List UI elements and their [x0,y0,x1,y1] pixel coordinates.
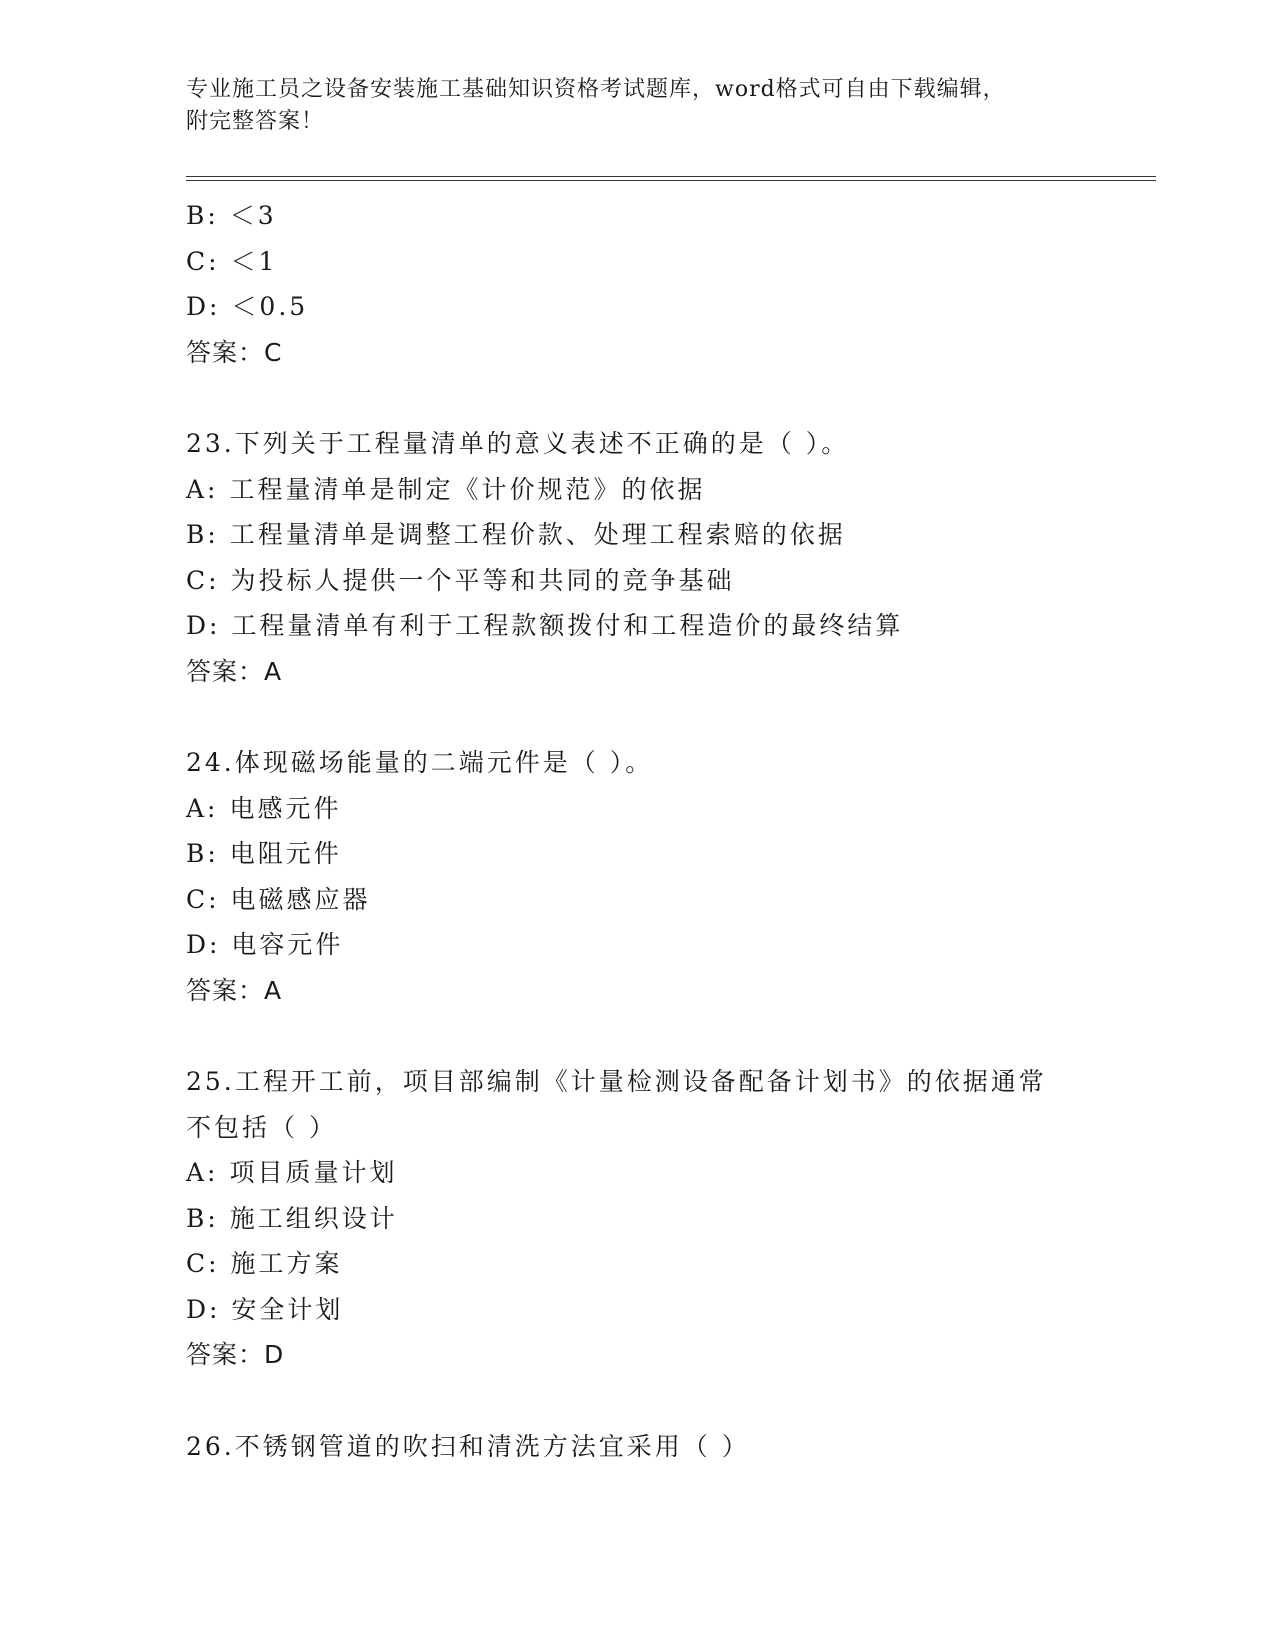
option-a [186,467,1146,513]
option-label: B: [186,839,219,868]
spacer [186,375,1146,421]
question-26 [186,1424,1146,1470]
answer-line: 答案：A [186,656,283,686]
option-label: A: [186,474,219,504]
option-text: ＜1 [230,246,278,276]
question-title: 24.体现磁场能量的二端元件是（ ）。 [186,748,654,777]
option-d [186,1287,1146,1333]
option-text: 电感元件 [229,793,342,823]
question-title-line-1: 25.工程开工前，项目部编制《计量检测设备配备计划书》的依据通常 [186,1067,1047,1096]
option-text: 项目质量计划 [229,1158,398,1187]
option-text: 工程量清单有利于工程款额拨付和工程造价的最终结算 [231,611,904,640]
question-23 [186,421,1146,694]
question-title: 23.下列关于工程量清单的意义表述不正确的是（ ）。 [186,429,850,458]
option-label: B: [186,1203,219,1233]
option-text: 电磁感应器 [230,884,371,914]
option-label: B: [186,520,219,549]
answer-line: 答案：C [186,337,283,367]
option-c [186,877,1146,923]
header-line-2: 附完整答案！ [186,109,325,134]
header-line-1: 专业施工员之设备安装施工基础知识资格考试题库，word格式可自由下载编辑， [186,77,1006,102]
option-c [186,239,1146,285]
option-b [186,831,1146,877]
spacer [186,1013,1146,1059]
option-text: 工程量清单是制定《计价规范》的依据 [229,474,706,504]
question-25 [186,1059,1146,1378]
option-text: ＜0.5 [231,292,309,321]
spacer [186,1378,1146,1424]
option-d [186,284,1146,330]
option-a [186,786,1146,832]
question-22-tail [186,193,1146,375]
option-b [186,1196,1146,1242]
option-label: C: [186,246,220,276]
question-list [186,193,1146,1469]
header-divider [186,176,1156,181]
option-label: D: [186,611,221,640]
option-label: B: [186,201,219,230]
answer-line: 答案：A [186,975,283,1005]
spacer [186,694,1146,740]
question-title-line-2: 不包括（ ） [186,1112,337,1142]
option-text: 施工方案 [230,1249,343,1278]
option-label: D: [186,930,221,959]
option-b [186,193,1146,239]
option-text: 施工组织设计 [229,1203,398,1233]
question-24 [186,740,1146,1013]
option-b [186,512,1146,558]
option-text: 电容元件 [231,930,344,959]
question-title: 26.不锈钢管道的吹扫和清洗方法宜采用（ ） [186,1431,750,1461]
option-text: 工程量清单是调整工程价款、处理工程索赔的依据 [229,520,846,549]
option-label: D: [186,292,221,321]
option-c [186,558,1146,604]
option-text: 安全计划 [231,1294,344,1324]
answer-line: 答案：D [186,1340,285,1369]
option-label: A: [186,1158,219,1187]
option-label: A: [186,793,219,823]
option-d [186,603,1146,649]
option-text: ＜3 [229,201,277,230]
option-label: D: [186,1294,221,1324]
option-c [186,1241,1146,1287]
option-text: 电阻元件 [229,839,342,868]
option-label: C: [186,1249,220,1278]
option-label: C: [186,884,220,914]
page-header [186,74,1086,138]
option-text: 为投标人提供一个平等和共同的竞争基础 [230,565,735,595]
option-d [186,922,1146,968]
option-a [186,1150,1146,1196]
option-label: C: [186,565,220,595]
